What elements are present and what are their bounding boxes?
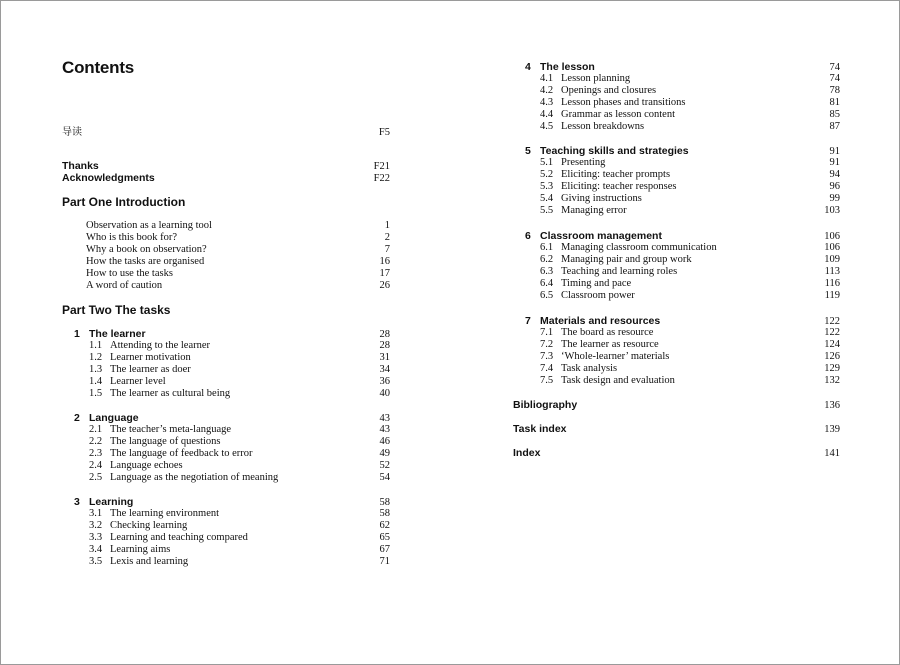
entry-page: 7 [384, 244, 390, 255]
section-title: Learner motivation [110, 352, 191, 363]
chapter-page: 58 [379, 497, 390, 508]
entry-label: How to use the tasks [86, 268, 173, 279]
section-number: 2.5 [89, 472, 103, 483]
section-entry[interactable] [62, 556, 390, 568]
section-title: Learning aims [110, 544, 171, 555]
toc-entry[interactable] [62, 160, 390, 172]
section-number: 6.3 [540, 266, 554, 277]
section-number: 6.1 [540, 242, 554, 253]
chapter-page: 106 [824, 231, 840, 242]
section-number: 1.2 [89, 352, 103, 363]
chapter-page: 122 [824, 316, 840, 327]
section-entry[interactable] [62, 544, 390, 556]
section-number: 4.1 [540, 73, 554, 84]
section-title: Eliciting: teacher responses [561, 181, 677, 192]
section-page: 87 [829, 121, 840, 132]
section-entry[interactable] [62, 376, 390, 388]
section-title: The learning environment [110, 508, 220, 519]
section-entry[interactable] [513, 85, 840, 97]
section-page: 116 [824, 278, 840, 289]
chapter-title: The learner [89, 328, 146, 340]
chapter-entry[interactable] [513, 315, 840, 327]
section-entry[interactable] [62, 352, 390, 364]
section-page: 49 [379, 448, 390, 459]
section-title: Openings and closures [561, 85, 657, 96]
section-entry[interactable] [513, 169, 840, 181]
section-number: 2.1 [89, 424, 103, 435]
section-number: 4.5 [540, 121, 554, 132]
section-page: 99 [829, 193, 840, 204]
section-number: 3.2 [89, 520, 103, 531]
toc-entry[interactable] [62, 256, 390, 268]
section-number: 7.2 [540, 339, 554, 350]
section-number: 4.4 [540, 109, 554, 120]
section-page: 34 [379, 364, 390, 375]
section-title: Task analysis [561, 363, 618, 374]
toc-entry[interactable] [62, 220, 390, 232]
section-title: Eliciting: teacher prompts [561, 169, 671, 180]
part-one-heading: Part One Introduction [62, 195, 186, 209]
chapter-entry[interactable] [513, 145, 840, 157]
section-entry[interactable] [62, 460, 390, 472]
chapter-title: Materials and resources [540, 315, 661, 327]
chapter-number: 3 [74, 496, 80, 508]
toc-entry[interactable] [513, 399, 840, 411]
section-page: 40 [379, 388, 390, 399]
chapter-entry[interactable] [62, 496, 390, 508]
section-title: Learning and teaching compared [110, 532, 248, 543]
section-entry[interactable] [62, 532, 390, 544]
section-entry[interactable] [513, 278, 840, 290]
section-title: Managing classroom communication [561, 242, 717, 253]
section-number: 4.3 [540, 97, 554, 108]
entry-label: Thanks [62, 160, 99, 172]
section-title: The teacher’s meta-language [110, 424, 232, 435]
entry-label: Acknowledgments [62, 172, 155, 184]
section-title: Giving instructions [561, 193, 642, 204]
entry-page: 2 [384, 232, 390, 243]
entry-label: Observation as a learning tool [86, 220, 212, 231]
chapter-entry[interactable] [62, 328, 390, 340]
chapter-page: 28 [379, 329, 390, 340]
chapter-number: 1 [74, 328, 80, 340]
section-entry[interactable] [62, 448, 390, 460]
entry-label: 导读 [62, 127, 82, 138]
section-number: 6.5 [540, 290, 554, 301]
section-entry[interactable] [513, 157, 840, 169]
section-entry[interactable] [62, 340, 390, 352]
section-entry[interactable] [513, 290, 840, 302]
section-title: Language echoes [110, 460, 183, 471]
chapter-title: Language [89, 412, 139, 424]
chapter-page: 43 [379, 413, 390, 424]
section-page: 106 [824, 242, 840, 253]
toc-entry[interactable] [62, 244, 390, 256]
entry-page: F5 [378, 127, 390, 138]
section-number: 7.5 [540, 375, 554, 386]
chapter-number: 5 [525, 145, 531, 157]
entry-page: 141 [824, 448, 840, 459]
entry-page: 136 [824, 400, 840, 411]
section-page: 109 [824, 254, 840, 265]
section-page: 103 [824, 205, 840, 216]
chapter-number: 2 [74, 412, 80, 424]
section-number: 3.5 [89, 556, 103, 567]
section-page: 74 [829, 73, 840, 84]
section-number: 1.4 [89, 376, 103, 387]
chapter-entry[interactable] [513, 61, 840, 73]
section-number: 3.1 [89, 508, 103, 519]
section-title: The language of questions [110, 436, 221, 447]
section-page: 94 [829, 169, 840, 180]
section-entry[interactable] [513, 181, 840, 193]
section-page: 67 [379, 544, 390, 555]
section-title: Managing pair and group work [561, 254, 692, 265]
section-page: 52 [379, 460, 390, 471]
toc-entry[interactable] [62, 280, 390, 292]
section-title: ‘Whole-learner’ materials [561, 351, 670, 362]
entry-label: Who is this book for? [86, 232, 177, 243]
chapter-page: 91 [829, 146, 840, 157]
toc-entry[interactable] [513, 447, 840, 459]
section-number: 1.5 [89, 388, 103, 399]
section-number: 4.2 [540, 85, 554, 96]
section-entry[interactable] [513, 97, 840, 109]
section-entry[interactable] [62, 436, 390, 448]
chapter-title: Learning [89, 496, 134, 508]
entry-page: 1 [384, 220, 390, 231]
entry-label: Bibliography [513, 399, 578, 411]
entry-page: 26 [379, 280, 390, 291]
section-number: 3.4 [89, 544, 103, 555]
entry-label: Task index [513, 423, 567, 435]
section-title: The language of feedback to error [110, 448, 253, 459]
section-number: 2.2 [89, 436, 103, 447]
section-page: 129 [824, 363, 840, 374]
section-page: 46 [379, 436, 390, 447]
section-number: 3.3 [89, 532, 103, 543]
section-entry[interactable] [513, 242, 840, 254]
entry-page: 17 [379, 268, 390, 279]
section-title: Lesson planning [561, 73, 631, 84]
section-page: 62 [379, 520, 390, 531]
toc-entry[interactable] [62, 268, 390, 280]
section-page: 96 [829, 181, 840, 192]
section-number: 5.5 [540, 205, 554, 216]
section-title: Lesson breakdowns [561, 121, 645, 132]
section-page: 132 [824, 375, 840, 386]
section-number: 1.3 [89, 364, 103, 375]
section-title: Timing and pace [561, 278, 632, 289]
section-entry[interactable] [513, 351, 840, 363]
chapter-title: The lesson [540, 61, 595, 73]
section-entry[interactable] [513, 193, 840, 205]
section-entry[interactable] [513, 205, 840, 217]
section-entry[interactable] [62, 388, 390, 400]
section-number: 6.4 [540, 278, 554, 289]
section-title: Teaching and learning roles [561, 266, 678, 277]
section-number: 1.1 [89, 340, 103, 351]
section-entry[interactable] [513, 254, 840, 266]
section-number: 5.1 [540, 157, 554, 168]
section-entry[interactable] [513, 73, 840, 85]
section-page: 78 [829, 85, 840, 96]
section-page: 31 [379, 352, 390, 363]
chapter-title: Teaching skills and strategies [540, 145, 689, 157]
section-entry[interactable] [513, 363, 840, 375]
section-title: Presenting [561, 157, 606, 168]
section-title: The board as resource [561, 327, 654, 338]
entry-label: Index [513, 447, 541, 459]
entry-label: A word of caution [86, 280, 163, 291]
toc-entry[interactable] [62, 172, 390, 184]
entry-page: 139 [824, 424, 840, 435]
section-page: 71 [379, 556, 390, 567]
chapter-entry[interactable] [62, 412, 390, 424]
section-entry[interactable] [62, 424, 390, 436]
page-title: Contents [62, 58, 135, 77]
entry-page: F21 [373, 161, 390, 172]
section-page: 85 [829, 109, 840, 120]
section-title: The learner as cultural being [110, 388, 231, 399]
section-page: 36 [379, 376, 390, 387]
section-title: Language as the negotiation of meaning [110, 472, 279, 483]
section-entry[interactable] [513, 327, 840, 339]
section-page: 65 [379, 532, 390, 543]
entry-label: How the tasks are organised [86, 256, 205, 267]
section-entry[interactable] [513, 266, 840, 278]
section-page: 43 [379, 424, 390, 435]
section-page: 28 [379, 340, 390, 351]
section-number: 5.2 [540, 169, 554, 180]
entry-page: 16 [379, 256, 390, 267]
toc-entry[interactable] [513, 423, 840, 435]
section-entry[interactable] [513, 109, 840, 121]
section-entry[interactable] [62, 364, 390, 376]
section-title: Attending to the learner [110, 340, 211, 351]
toc-entry[interactable] [62, 127, 390, 139]
section-title: The learner as resource [561, 339, 659, 350]
section-page: 54 [379, 472, 390, 483]
section-entry[interactable] [62, 520, 390, 532]
section-title: Grammar as lesson content [561, 109, 676, 120]
section-title: The learner as doer [110, 364, 191, 375]
section-number: 7.3 [540, 351, 554, 362]
section-title: Managing error [561, 205, 627, 216]
section-number: 5.4 [540, 193, 554, 204]
section-number: 5.3 [540, 181, 554, 192]
section-title: Checking learning [110, 520, 188, 531]
section-page: 122 [824, 327, 840, 338]
section-page: 91 [829, 157, 840, 168]
section-title: Learner level [110, 376, 166, 387]
entry-label: Why a book on observation? [86, 244, 207, 255]
section-entry[interactable] [513, 375, 840, 387]
chapter-page: 74 [829, 62, 840, 73]
toc-entry[interactable] [62, 232, 390, 244]
section-number: 2.3 [89, 448, 103, 459]
chapter-number: 7 [525, 315, 531, 327]
section-entry[interactable] [62, 508, 390, 520]
section-number: 2.4 [89, 460, 103, 471]
section-number: 7.4 [540, 363, 554, 374]
section-title: Lexis and learning [110, 556, 189, 567]
section-entry[interactable] [62, 472, 390, 484]
section-entry[interactable] [513, 121, 840, 133]
section-number: 7.1 [540, 327, 554, 338]
section-page: 113 [824, 266, 840, 277]
section-title: Task design and evaluation [561, 375, 675, 386]
section-title: Classroom power [561, 290, 635, 301]
entry-page: F22 [373, 173, 390, 184]
section-page: 124 [824, 339, 840, 350]
section-entry[interactable] [513, 339, 840, 351]
section-page: 81 [829, 97, 840, 108]
part-two-heading: Part Two The tasks [62, 303, 171, 317]
section-page: 119 [824, 290, 840, 301]
chapter-number: 6 [525, 230, 531, 242]
section-page: 126 [824, 351, 840, 362]
section-page: 58 [379, 508, 390, 519]
section-title: Lesson phases and transitions [561, 97, 686, 108]
chapter-number: 4 [525, 61, 531, 73]
chapter-title: Classroom management [540, 230, 662, 242]
section-number: 6.2 [540, 254, 554, 265]
chapter-entry[interactable] [513, 230, 840, 242]
